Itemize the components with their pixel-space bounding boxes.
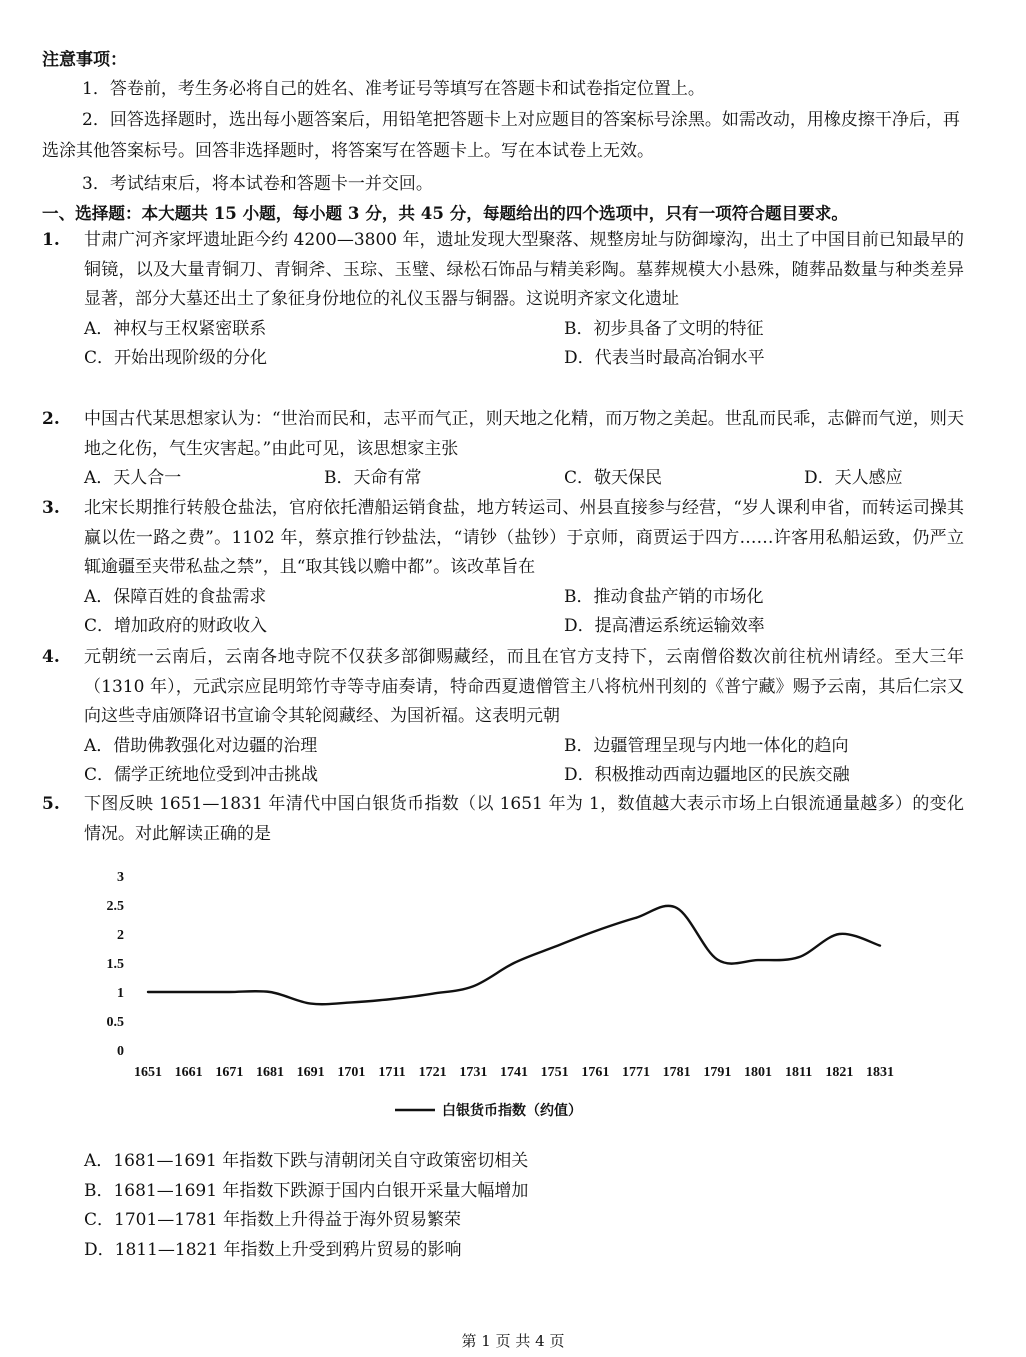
options xyxy=(84,612,964,642)
x-tick-label: 1831 xyxy=(866,1065,894,1080)
page-footer: 第 1 页 共 4 页 xyxy=(461,1332,565,1350)
option-d[interactable]: D．积极推动西南边疆地区的民族交融 xyxy=(564,765,850,785)
silver-index-line-chart xyxy=(90,862,920,1132)
y-tick-label: 1 xyxy=(117,986,124,1001)
y-tick-label: 3 xyxy=(117,870,124,885)
y-tick-label: 0.5 xyxy=(106,1015,124,1030)
question-text: 甘肃广河齐家坪遗址距今约 4200—3800 年，遗址发现大型聚落、规整房址与防御壕沟，出土了中国目前已知最早的铜镜，以及大量青铜刀、青铜斧、玉琮、玉璧、绿松石饰品与精美彩陶。墓葬规模大小悬殊，随葬品数量与种类差异显著，部分大墓还出土了象征身份地位的礼仪玉器与铜器。这说明齐家文化遗址 xyxy=(84,230,964,309)
notice-title: 注意事项： xyxy=(42,50,127,70)
x-tick-label: 1771 xyxy=(622,1065,650,1080)
x-tick-label: 1701 xyxy=(337,1065,366,1080)
x-tick-label: 1731 xyxy=(459,1065,488,1080)
x-tick-label: 1661 xyxy=(174,1065,203,1080)
options xyxy=(84,315,964,345)
question-4 xyxy=(42,643,964,791)
option-b[interactable]: B．推动食盐产销的市场化 xyxy=(564,586,764,607)
notice-item-1: 1．答卷前，考生务必将自己的姓名、准考证号等填写在答题卡和试卷指定位置上。 xyxy=(82,79,705,99)
option-a[interactable]: A．借助佛教强化对边疆的治理 xyxy=(84,735,318,756)
x-tick-label: 1691 xyxy=(296,1065,325,1080)
x-tick-label: 1721 xyxy=(418,1065,447,1080)
option-a[interactable]: A．1681—1691 年指数下跌与清朝闭关自守政策密切相关 xyxy=(84,1151,529,1171)
options xyxy=(84,761,964,791)
y-tick-label: 2 xyxy=(117,928,124,943)
x-tick-label: 1811 xyxy=(785,1065,813,1080)
y-axis-ticks xyxy=(107,870,125,1059)
x-tick-label: 1821 xyxy=(825,1065,854,1080)
question-number: 5. xyxy=(42,794,60,814)
option-b[interactable]: B．1681—1691 年指数下跌源于国内白银开采量大幅增加 xyxy=(84,1180,529,1201)
option-a[interactable]: A．保障百姓的食盐需求 xyxy=(84,586,267,607)
y-tick-label: 0 xyxy=(117,1044,124,1059)
series-line xyxy=(148,906,880,1004)
y-tick-label: 2.5 xyxy=(106,899,124,914)
section-title: 一、选择题：本大题共 15 小题，每小题 3 分，共 45 分，每题给出的四个选项中，只有一项符合题目要求。 xyxy=(42,203,848,223)
x-tick-label: 1741 xyxy=(500,1065,528,1080)
notice-item-2: 2．回答选择题时，选出每小题答案后，用铅笔把答题卡上对应题目的答案标号涂黑。如需改动，用橡皮擦干净后，再选涂其他答案标号。回答非选择题时，将答案写在答题卡上。写在本试卷上无效。 xyxy=(42,110,960,161)
option-d[interactable]: D．代表当时最高冶铜水平 xyxy=(564,348,765,368)
option-b[interactable]: B．天命有常 xyxy=(324,468,422,488)
question-5-options xyxy=(84,1147,964,1265)
option-b[interactable]: B．边疆管理呈现与内地一体化的趋向 xyxy=(564,735,849,756)
question-5 xyxy=(42,790,964,849)
question-3 xyxy=(42,494,964,642)
x-tick-label: 1801 xyxy=(744,1065,772,1080)
x-tick-label: 1651 xyxy=(134,1065,162,1080)
option-d[interactable]: D．提高漕运系统运输效率 xyxy=(564,616,765,636)
x-tick-label: 1711 xyxy=(378,1065,406,1080)
question-number: 3. xyxy=(42,498,60,518)
option-c[interactable]: C．增加政府的财政收入 xyxy=(84,616,268,636)
question-1 xyxy=(42,226,964,374)
options xyxy=(84,344,964,374)
option-c[interactable]: C．开始出现阶级的分化 xyxy=(84,348,268,368)
notice-item-3: 3．考试结束后，将本试卷和答题卡一并交回。 xyxy=(82,174,433,194)
x-tick-label: 1681 xyxy=(256,1065,284,1080)
x-axis-ticks xyxy=(134,1065,894,1080)
question-number: 1. xyxy=(42,230,60,250)
question-text: 下图反映 1651—1831 年清代中国白银货币指数（以 1651 年为 1，数值越大表示市场上白银流通量越多）的变化情况。对此解读正确的是 xyxy=(84,794,964,844)
option-b[interactable]: B．初步具备了文明的特征 xyxy=(564,318,764,339)
question-number: 4. xyxy=(42,647,60,667)
x-tick-label: 1751 xyxy=(540,1065,569,1080)
options xyxy=(84,583,964,613)
question-number: 2. xyxy=(42,409,60,429)
question-2 xyxy=(42,405,964,494)
option-c[interactable]: C．1701—1781 年指数上升得益于海外贸易繁荣 xyxy=(84,1210,461,1230)
legend-label: 白银货币指数（约值） xyxy=(442,1104,582,1119)
x-tick-label: 1671 xyxy=(215,1065,244,1080)
question-text: 北宋长期推行转般仓盐法，官府依托漕船运销食盐，地方转运司、州县直接参与经营，“岁人课利申省，而转运司操其赢以佐一路之费”。1102 年，蔡京推行钞盐法，“请钞（盐钞）于京师，商贾运于四方……许客用私船运致，仍严立辄逾疆至夹带私盐之禁”，且“取其钱以赡中都”。该改革旨在 xyxy=(84,498,964,577)
options xyxy=(84,732,964,762)
question-text: 中国古代某思想家认为：“世治而民和，志平而气正，则天地之化精，而万物之美起。世乱而民乖，志僻而气逆，则天地之化伤，气生灾害起。”由此可见，该思想家主张 xyxy=(84,409,964,459)
option-c[interactable]: C．敬天保民 xyxy=(564,468,663,488)
x-tick-label: 1781 xyxy=(662,1065,691,1080)
option-a[interactable]: A．天人合一 xyxy=(84,468,182,488)
x-tick-label: 1761 xyxy=(581,1065,610,1080)
options xyxy=(84,464,964,494)
option-a[interactable]: A．神权与王权紧密联系 xyxy=(84,318,267,339)
x-tick-label: 1791 xyxy=(703,1065,732,1080)
y-tick-label: 1.5 xyxy=(106,957,124,972)
option-d[interactable]: D．天人感应 xyxy=(804,468,903,488)
option-d[interactable]: D．1811—1821 年指数上升受到鸦片贸易的影响 xyxy=(84,1239,462,1260)
question-text: 元朝统一云南后，云南各地寺院不仅获多部御赐藏经，而且在官方支持下，云南僧俗数次前往杭州请经。至大三年（1310 年），元武宗应昆明筇竹寺等寺庙奏请，特命西夏遗僧管主八将杭州刊刻的《普宁藏》赐予云南，其后仁宗又向这些寺庙颁降诏书宣谕令其轮阅藏经、为国祈福。这表明元朝 xyxy=(84,647,964,726)
option-c[interactable]: C．儒学正统地位受到冲击挑战 xyxy=(84,765,319,785)
